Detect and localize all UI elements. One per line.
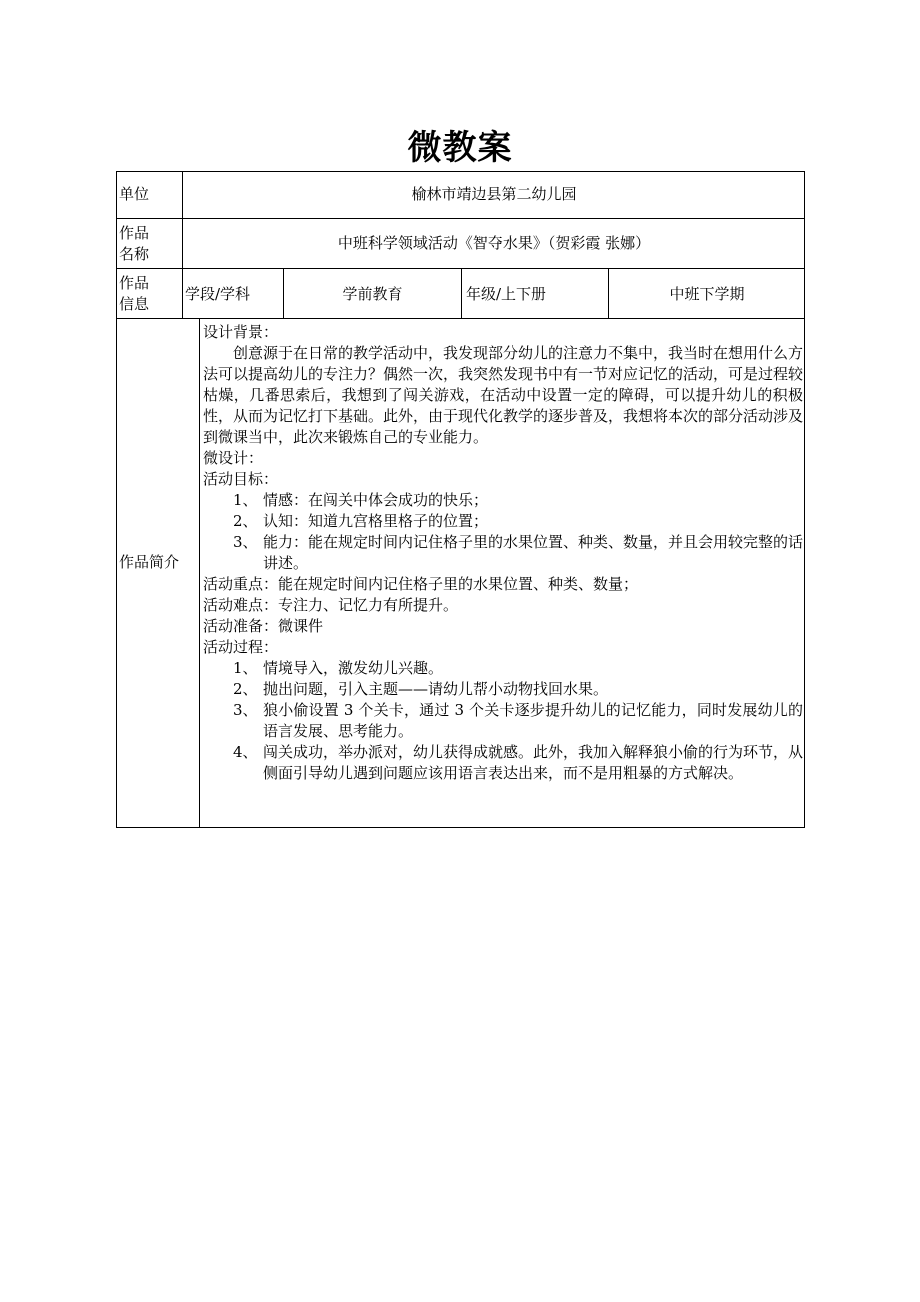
process-text: 闯关成功，举办派对，幼儿获得成就感。此外，我加入解释狼小偷的行为环节，从侧面引导幼儿遇到问题应该用语言表达出来，而不是用粗暴的方式解决。: [263, 743, 804, 782]
process-text: 情境导入，激发幼儿兴趣。: [263, 659, 444, 677]
goal-text: 情感：在闯关中体会成功的快乐；: [263, 491, 489, 509]
work-name-label-line1: 作品: [119, 224, 150, 242]
goals-heading: 活动目标：: [203, 470, 279, 488]
goal-text: 认知：知道九宫格里格子的位置；: [263, 512, 489, 530]
background-heading: 设计背景：: [203, 323, 279, 341]
process-number: 4、: [233, 743, 258, 761]
process-item: [203, 658, 803, 679]
col-divider: [199, 318, 200, 828]
process-number: 1、: [233, 659, 258, 677]
intro-label: 作品简介: [119, 553, 180, 571]
process-item: [203, 679, 803, 700]
stage-label: 学段/学科: [185, 285, 251, 303]
difficulty: 活动难点：专注力、记忆力有所提升。: [203, 596, 459, 614]
goal-number: 1、: [233, 491, 258, 509]
work-name-label-line2: 名称: [119, 245, 150, 263]
unit-value: 榆林市靖边县第二幼儿园: [411, 185, 577, 203]
key-point: 活动重点：能在规定时间内记住格子里的水果位置、种类、数量；: [203, 575, 639, 593]
process-heading: 活动过程：: [203, 638, 279, 656]
row-divider: [116, 318, 805, 319]
work-info-label-line2: 信息: [119, 295, 150, 313]
goal-item: [203, 490, 803, 511]
grade-label: 年级/上下册: [466, 285, 547, 303]
process-text: 抛出问题，引入主题——请幼儿帮小动物找回水果。: [263, 680, 609, 698]
stage-value: 学前教育: [342, 285, 403, 303]
work-info-label-line1: 作品: [119, 274, 150, 292]
unit-label: 单位: [119, 185, 150, 203]
document-title: 微教案: [407, 128, 513, 168]
process-item: [203, 700, 803, 742]
background-paragraph: 创意源于在日常的教学活动中，我发现部分幼儿的注意力不集中，我当时在想用什么方法可以提高幼儿的专注力？偶然一次，我突然发现书中有一节对应记忆的活动，可是过程较枯燥，几番思索后，我想到了闯关游戏，在活动中设置一定的障碍，可以提升幼儿的积极性，从而为记忆打下基础。此外，由于现代化教学的逐步普及，我想将本次的部分活动涉及到微课当中，此次来锻炼自己的专业能力。: [203, 344, 804, 446]
intro-content: [203, 322, 803, 784]
micro-design-heading: 微设计：: [203, 449, 264, 467]
goal-item: [203, 532, 803, 574]
goal-number: 3、: [233, 533, 258, 551]
goal-text: 能力：能在规定时间内记住格子里的水果位置、种类、数量，并且会用较完整的话讲述。: [263, 533, 804, 572]
work-name-value: 中班科学领域活动《智夺水果》（贺彩霞 张娜）: [337, 234, 651, 252]
row-divider: [116, 218, 805, 219]
goal-number: 2、: [233, 512, 258, 530]
process-number: 2、: [233, 680, 258, 698]
process-number: 3、: [233, 701, 258, 719]
goal-item: [203, 511, 803, 532]
grade-value: 中班下学期: [669, 285, 745, 303]
col-divider: [461, 268, 462, 318]
process-text: 狼小偷设置 3 个关卡，通过 3 个关卡逐步提升幼儿的记忆能力，同时发展幼儿的语言发展、思考能力。: [263, 701, 803, 740]
preparation: 活动准备：微课件: [203, 617, 324, 635]
process-item: [203, 742, 803, 784]
